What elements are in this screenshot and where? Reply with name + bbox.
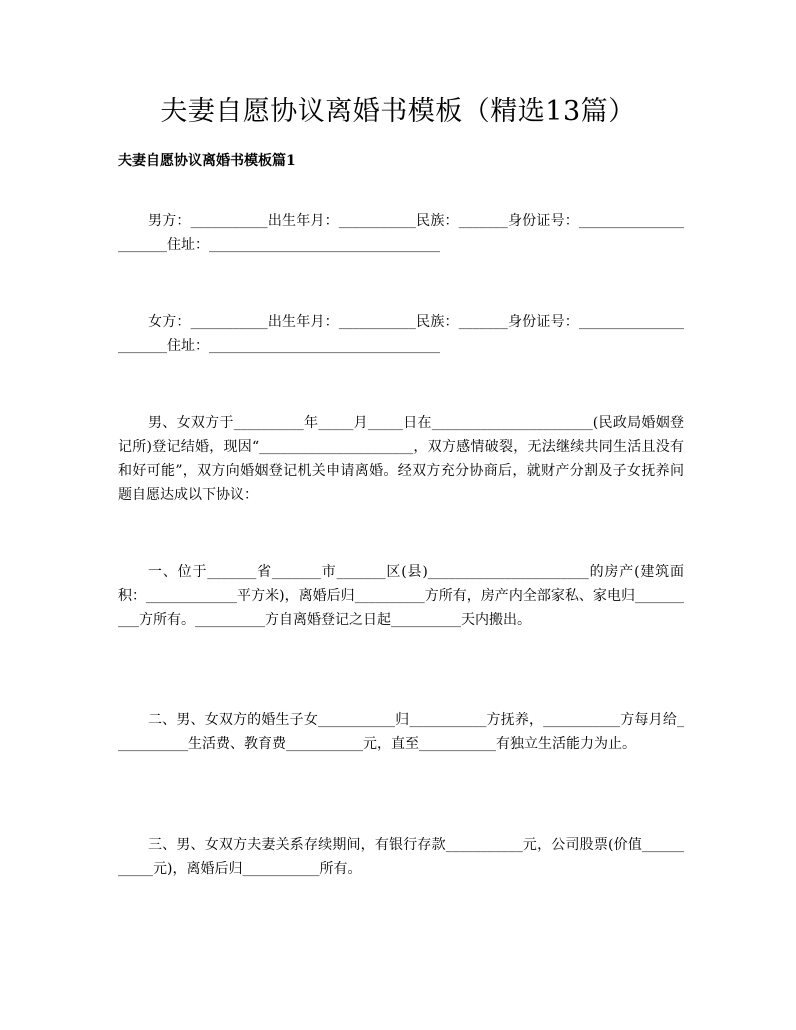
- paragraph-wife-info: 女方：___________出生年月：___________民族：_______身份证号：______________________住址：_________________________________: [118, 314, 684, 354]
- section-heading: 夫妻自愿协议离婚书模板篇1: [118, 153, 296, 169]
- paragraph-husband-info: 男方：___________出生年月：___________民族：_______身份证号：______________________住址：_________________________________: [118, 213, 684, 253]
- paragraph-property-clause: 一、位于_______省_______市_______区(县)_______________________的房产(建筑面积：_____________平方米)，离婚后归__________方所有，房产内全部家私、家电归__________方所有。__________方自离婚登记之日起__________天内搬出。: [118, 564, 684, 628]
- paragraph-savings-clause: 三、男、女双方夫妻关系存续期间，有银行存款___________元，公司股票(价值___________元)，离婚后归___________所有。: [118, 837, 684, 877]
- document-title: 夫妻自愿协议离婚书模板（精选13篇）: [160, 96, 636, 127]
- paragraph-child-custody-clause: 二、男、女双方的婚生子女___________归___________方抚养，___________方每月给___________生活费、教育费___________元，直至___________有独立生活能力为止。: [118, 712, 684, 752]
- paragraph-marriage-statement: 男、女双方于__________年_____月_____日在_______________________(民政局婚姻登记所)登记结婚，现因“______________________，双方感情破裂，无法继续共同生活且没有和好可能”，双方向婚姻登记机关申请离婚。经双方充分协商后，就财产分割及子女抚养问题自愿达成以下协议：: [118, 415, 684, 503]
